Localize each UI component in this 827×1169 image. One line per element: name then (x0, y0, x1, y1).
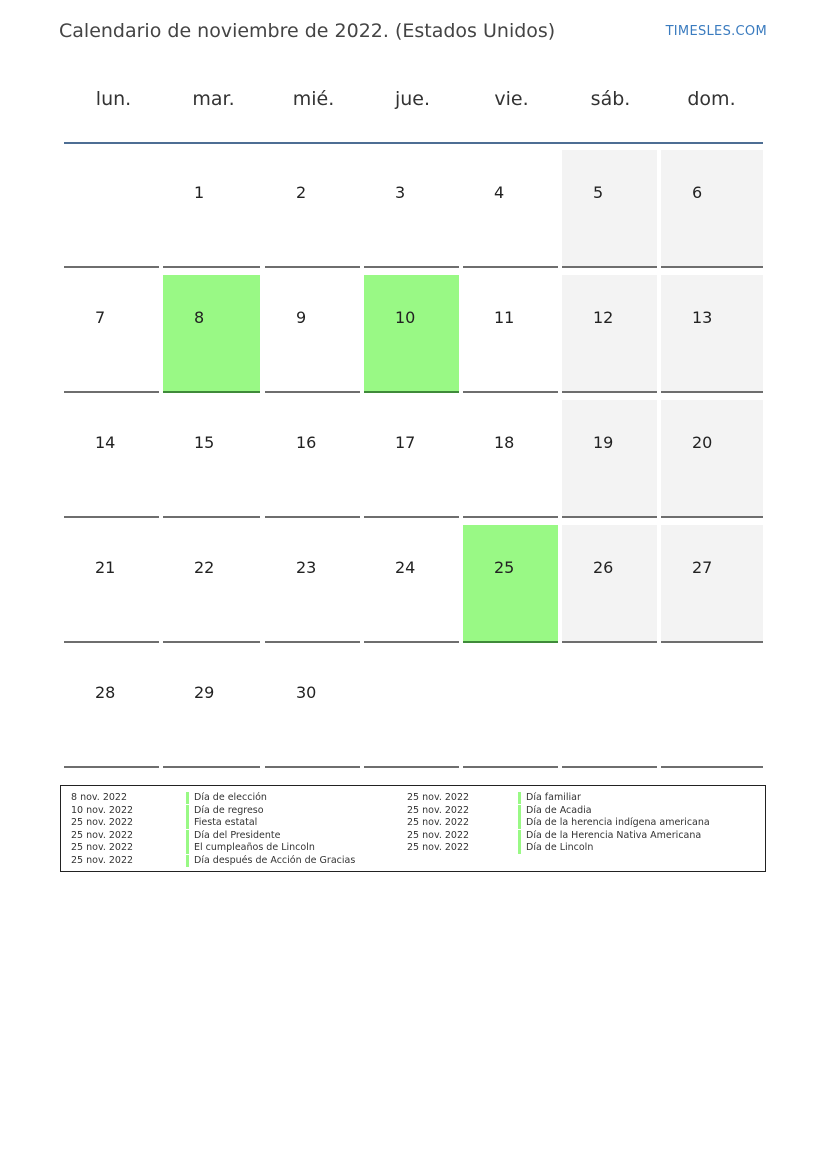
day-number: 19 (593, 433, 614, 452)
day-cell[interactable] (661, 525, 763, 643)
legend-holiday-name: Día de Lincoln (526, 842, 594, 853)
day-cell[interactable] (163, 400, 260, 518)
legend-date: 25 nov. 2022 (71, 817, 134, 828)
day-cell[interactable] (64, 275, 159, 393)
weekday-label: mié. (292, 88, 335, 110)
day-cell[interactable] (163, 650, 260, 768)
legend-color-marker (518, 817, 521, 829)
day-number: 23 (296, 558, 317, 577)
day-cell[interactable] (163, 150, 260, 268)
legend-color-marker (518, 805, 521, 817)
empty-day-cell (64, 150, 159, 268)
day-number: 17 (395, 433, 416, 452)
empty-day-cell (562, 650, 657, 768)
legend-date: 25 nov. 2022 (71, 854, 134, 866)
day-cell[interactable] (265, 275, 360, 393)
legend-holiday-name: Fiesta estatal (194, 817, 258, 828)
day-number: 7 (95, 308, 106, 327)
day-number: 21 (95, 558, 116, 577)
weekday-label: vie. (494, 88, 529, 110)
day-cell[interactable] (562, 150, 657, 268)
day-cell[interactable] (265, 400, 360, 518)
legend-date: 10 nov. 2022 (71, 804, 134, 816)
day-number: 9 (296, 308, 307, 327)
day-number: 13 (692, 308, 713, 327)
legend-date: 25 nov. 2022 (71, 842, 134, 853)
day-number: 8 (194, 308, 205, 327)
day-number: 14 (95, 433, 116, 452)
legend-color-marker (186, 855, 189, 867)
legend-date: 25 nov. 2022 (407, 842, 470, 853)
day-cell[interactable] (463, 525, 558, 643)
legend-date: 8 nov. 2022 (71, 792, 127, 803)
legend-holiday-name: Día de la herencia indígena americana (526, 817, 710, 828)
day-cell[interactable] (64, 400, 159, 518)
day-cell[interactable] (265, 525, 360, 643)
legend-date: 25 nov. 2022 (407, 804, 470, 816)
day-cell[interactable] (661, 275, 763, 393)
day-number: 3 (395, 183, 406, 202)
legend-item (61, 842, 765, 855)
day-cell[interactable] (661, 400, 763, 518)
day-number: 27 (692, 558, 713, 577)
day-number: 20 (692, 433, 713, 452)
day-cell[interactable] (562, 525, 657, 643)
legend-item (61, 805, 765, 818)
empty-day-cell (661, 650, 763, 768)
calendar-grid (64, 150, 763, 770)
day-cell[interactable] (163, 275, 260, 393)
empty-day-cell (463, 650, 558, 768)
legend-holiday-name: El cumpleaños de Lincoln (194, 842, 315, 853)
day-number: 11 (494, 308, 515, 327)
day-number: 15 (194, 433, 215, 452)
day-cell[interactable] (661, 150, 763, 268)
page-title: Calendario de noviembre de 2022. (Estados Unidos) (59, 20, 556, 42)
legend-item (61, 817, 765, 830)
day-number: 30 (296, 683, 317, 702)
legend-color-marker (518, 792, 521, 804)
day-number: 29 (194, 683, 215, 702)
day-cell[interactable] (364, 275, 459, 393)
day-number: 25 (494, 558, 515, 577)
legend-date: 25 nov. 2022 (407, 792, 470, 803)
day-number: 26 (593, 558, 614, 577)
legend-date: 25 nov. 2022 (71, 829, 134, 841)
site-link[interactable]: TIMESLES.COM (665, 24, 767, 39)
legend-holiday-name: Día de la Herencia Nativa Americana (526, 829, 702, 841)
day-number: 12 (593, 308, 614, 327)
legend-date: 25 nov. 2022 (407, 829, 470, 841)
legend-holiday-name: Día de Acadia (526, 804, 592, 816)
day-number: 4 (494, 183, 505, 202)
legend-item (61, 830, 765, 843)
holiday-legend (60, 785, 766, 872)
weekday-label: lun. (95, 88, 132, 110)
weekday-header (64, 88, 763, 120)
day-cell[interactable] (64, 650, 159, 768)
legend-holiday-name: Día de regreso (194, 804, 264, 816)
legend-holiday-name: Día del Presidente (194, 829, 281, 841)
legend-date: 25 nov. 2022 (407, 817, 470, 828)
day-number: 22 (194, 558, 215, 577)
day-number: 10 (395, 308, 416, 327)
day-number: 6 (692, 183, 703, 202)
day-cell[interactable] (364, 400, 459, 518)
day-cell[interactable] (463, 275, 558, 393)
legend-item (61, 855, 765, 868)
legend-holiday-name: Día después de Acción de Gracias (194, 854, 356, 866)
day-cell[interactable] (364, 525, 459, 643)
empty-day-cell (364, 650, 459, 768)
day-number: 24 (395, 558, 416, 577)
legend-holiday-name: Día familiar (526, 792, 581, 803)
weekday-label: mar. (192, 88, 235, 110)
day-number: 16 (296, 433, 317, 452)
day-cell[interactable] (265, 150, 360, 268)
day-cell[interactable] (265, 650, 360, 768)
day-cell[interactable] (562, 400, 657, 518)
day-number: 1 (194, 183, 205, 202)
day-cell[interactable] (364, 150, 459, 268)
day-number: 2 (296, 183, 307, 202)
weekday-label: sáb. (590, 88, 631, 110)
day-number: 5 (593, 183, 604, 202)
legend-holiday-name: Día de elección (194, 792, 267, 803)
legend-color-marker (518, 842, 521, 854)
day-cell[interactable] (163, 525, 260, 643)
day-cell[interactable] (463, 400, 558, 518)
legend-item (61, 792, 765, 805)
day-cell[interactable] (562, 275, 657, 393)
header-divider (64, 142, 763, 144)
day-cell[interactable] (64, 525, 159, 643)
legend-color-marker (518, 830, 521, 842)
day-number: 28 (95, 683, 116, 702)
weekday-label: dom. (687, 88, 736, 110)
day-cell[interactable] (463, 150, 558, 268)
weekday-label: jue. (394, 88, 431, 110)
day-number: 18 (494, 433, 515, 452)
